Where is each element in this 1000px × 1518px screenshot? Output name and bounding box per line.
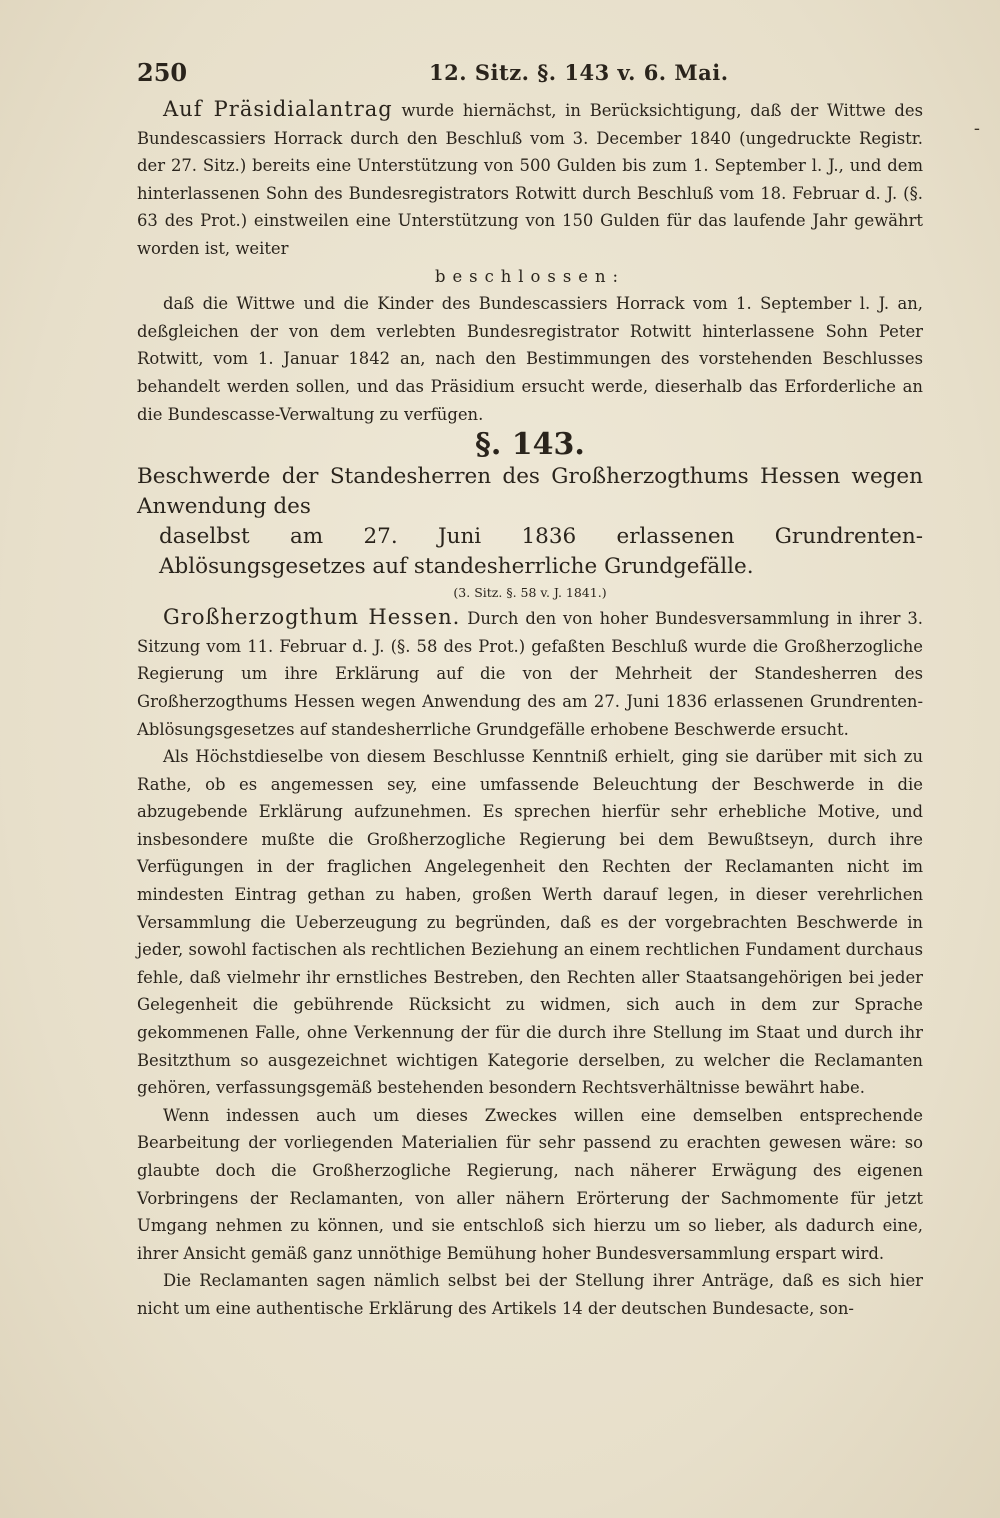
paragraph-2: Als Höchstdieselbe von diesem Beschlusse Kenntniß erhielt, ging sie darüber mit sich zu Rathe, ob es angemessen sey, eine umfassende Beleuchtung der Beschwerde in die abzugebende Erklärung aufzunehmen. Es sprechen hierfür sehr erhebliche Motive, und insbesondere mußte die Großherzogliche Regierung bei dem Bewußtseyn, durch ihre Verfügungen in der fraglichen Angelegenheit den Rechten der Reclamanten nicht im mindesten Eintrag gethan zu haben, großen Werth darauf legen, in dieser verehrlichen Versammlung die Ueberzeugung zu begründen, daß es der vorgebrachten Beschwerde in jeder, sowohl factischen als rechtlichen Beziehung an einem rechtlichen Fundament durchaus fehle, daß vielmehr ihr ernstliches Bestreben, den Rechten aller Staatsangehörigen bei jeder Gelegenheit die gebührende Rücksicht zu widmen, sich auch in dem zur Sprache gekommenen Falle, ohne Verkennung der für die durch ihre Stellung im Staat und durch ihr Besitzthum so ausgezeichnet wichtigen Kategorie derselben, zu welcher die Reclamanten gehören, verfassungsgemäß bestehenden besondern Rechtsverhältnisse bewährt habe. bbox=[137, 747, 923, 1098]
running-head: 12. Sitz. §. 143 v. 6. Mai. bbox=[429, 60, 729, 85]
paragraph-4: Die Reclamanten sagen nämlich selbst bei der Stellung ihrer Anträge, daß es sich hier nicht um eine authentische Erklärung des Artikels 14 der deutschen Bundesacte, son- bbox=[137, 1271, 923, 1318]
section-title bbox=[137, 462, 923, 582]
section-number: §. 143. bbox=[475, 427, 585, 463]
paragraph-1-text: Durch den von hoher Bundesversammlung in ihrer 3. Sitzung vom 11. Februar d. J. (§. 58 des Prot.) gefaßten Beschluß wurde die Großherzogliche Regierung um ihre Erklärung auf die von der Mehrheit der Standesherren des Großherzogthums Hessen wegen Anwendung des am 27. Juni 1836 erlassenen Grundrenten-Ablösungsgesetzes auf standesherrliche Grundgefälle erhobene Beschwerde ersucht. bbox=[137, 609, 923, 739]
section-title-continuation: daselbst am 27. Juni 1836 erlassenen Grundrenten-Ablösungsgesetzes auf standesherrliche Grundgefälle. bbox=[159, 524, 923, 580]
intro-text: wurde hiernächst, in Berücksichtigung, daß der Wittwe des Bundescassiers Horrack durch den Beschluß vom 3. December 1840 (ungedruckte Registr. der 27. Sitz.) bereits eine Unterstützung von 500 Gulden bis zum 1. September l. J., und dem hinterlassenen Sohn des Bundesregistrators Rotwitt durch Beschluß vom 18. Februar d. J. (§. 63 des Prot.) einstweilen eine Unterstützung von 150 Gulden für das laufende Jahr gewährt worden ist, weiter bbox=[137, 101, 923, 258]
paragraph-1 bbox=[137, 604, 923, 743]
intro-lead: Auf Präsidialantrag bbox=[163, 97, 393, 121]
page-number: 250 bbox=[137, 58, 188, 87]
page-body bbox=[137, 96, 923, 1323]
page-header bbox=[137, 58, 923, 92]
intro-paragraph bbox=[137, 96, 923, 263]
paragraph-1-lead: Großherzogthum Hessen. bbox=[163, 605, 461, 630]
source-reference: (3. Sitz. §. 58 v. J. 1841.) bbox=[453, 585, 607, 601]
paragraph-3: Wenn indessen auch um dieses Zweckes willen eine demselben entsprechende Bearbeitung der vorliegenden Materialien für sehr passend zu erachten gewesen wäre: so glaubte doch die Großherzogliche Regierung, nach näherer Erwägung des eigenen Vorbringens der Reclamanten, von aller nähern Erörterung der Sachmomente für jetzt Umgang nehmen zu können, und sie entschloß sich hierzu um so lieber, als dadurch eine, ihrer Ansicht gemäß ganz unnöthige Bemühung hoher Bundesversammlung erspart wird. bbox=[137, 1105, 923, 1263]
resolution-paragraph: daß die Wittwe und die Kinder des Bundescassiers Horrack vom 1. September l. J. an, deßgleichen der von dem verlebten Bundesregistrator Rotwitt hinterlassene Sohn Peter Rotwitt, vom 1. Januar 1842 an, nach den Bestimmungen des vorstehenden Beschlusses behandelt werden sollen, und das Präsidium ersucht werde, dieserhalb das Erforderliche an die Bundescasse-Verwaltung zu verfügen. bbox=[137, 294, 923, 424]
margin-mark: - bbox=[973, 118, 980, 139]
beschlossen-line: beschlossen: bbox=[434, 266, 626, 286]
section-title-line1: Beschwerde der Standesherren des Großherzogthums Hessen wegen Anwendung des bbox=[137, 464, 923, 520]
